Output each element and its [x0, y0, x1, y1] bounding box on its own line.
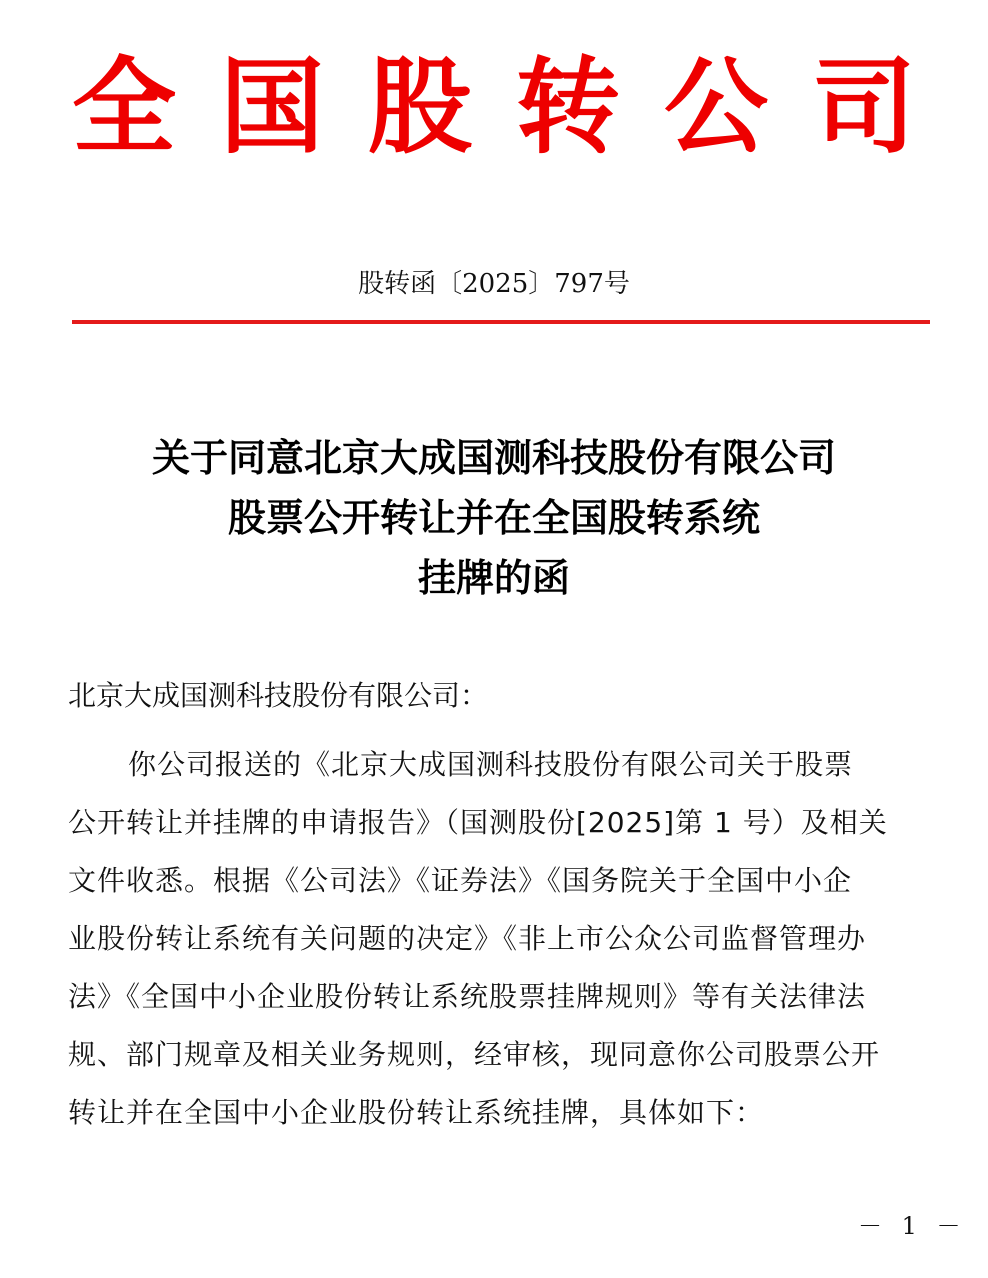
- page-number: － 1 －: [858, 1212, 967, 1240]
- body-line-7: 转让并在全国中小企业股份转让系统挂牌，具体如下：: [68, 1096, 765, 1129]
- body-line-1: 你公司报送的《北京大成国测科技股份有限公司关于股票: [128, 748, 854, 781]
- title-line-3: 挂牌的函: [417, 555, 570, 600]
- document-number: 股转函〔2025〕797号: [358, 269, 630, 299]
- title-line-2: 股票公开转让并在全国股转系统: [227, 495, 760, 540]
- salutation: 北京大成国测科技股份有限公司：: [68, 679, 489, 712]
- body-line-4: 业股份转让系统有关问题的决定》《非上市公众公司监督管理办: [68, 922, 867, 955]
- body-line-5: 法》《全国中小企业股份转让系统股票挂牌规则》等有关法律法: [68, 980, 867, 1013]
- issuer-masthead: 全国股转公司: [71, 45, 960, 168]
- body-paragraph: [68, 736, 942, 1142]
- body-line-3: 文件收悉。根据《公司法》《证券法》《国务院关于全国中小企: [68, 864, 853, 897]
- document-title: [0, 428, 988, 608]
- body-line-2: 公开转让并挂牌的申请报告》（国测股份[2025]第 1 号）及相关: [68, 806, 888, 839]
- title-line-1: 关于同意北京大成国测科技股份有限公司: [151, 435, 836, 480]
- body-line-6: 规、部门规章及相关业务规则，经审核，现同意你公司股票公开: [68, 1038, 881, 1071]
- red-divider-line: [72, 320, 930, 324]
